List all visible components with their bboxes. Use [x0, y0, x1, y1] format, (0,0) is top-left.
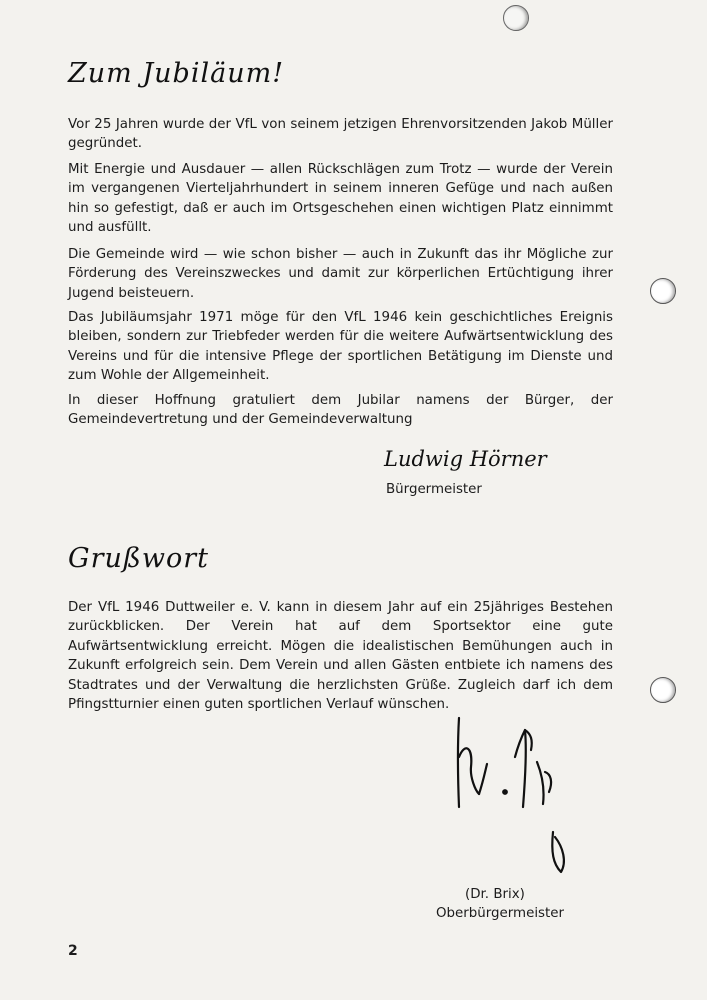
handwritten-signature [445, 712, 605, 877]
section1-paragraph-5: In dieser Hoffnung gratuliert dem Jubilar namens der Bürger, der Gemeindevertretung und der Gemeindeverwaltung [68, 393, 613, 428]
punch-hole-middle [650, 278, 676, 304]
section1-paragraph-4: Das Jubiläumsjahr 1971 möge für den VfL 1946 kein geschichtliches Ereignis bleiben, sondern zur Triebfeder werden für die weitere Aufwärtsentwicklung des Vereins und für die intensive Pflege der sportlichen Betätigung im Dienste und zum Wohle der Allgemeinheit. [68, 310, 613, 384]
section1-role: Bürgermeister [386, 482, 482, 497]
section2-paragraph: Der VfL 1946 Duttweiler e. V. kann in diesem Jahr auf ein 25jähriges Bestehen zurückblicken. Der Verein hat auf dem Sportsektor eine gute Aufwärtsentwicklung erreicht. Mögen die idealistischen Bemühungen auch in Zukunft erfolgreich sein. Dem Verein und allen Gästen entbiete ich namens des Stadtrates und der Verwaltung die herzlichsten Grüße. Zugleich darf ich dem Pfingstturnier einen guten sportlichen Verlauf wünschen. [68, 600, 613, 713]
section1-paragraph-1: Vor 25 Jahren wurde der VfL von seinem jetzigen Ehrenvorsitzenden Jakob Müller gegründet. [68, 117, 613, 152]
section2-signatory-name: (Dr. Brix) [465, 887, 525, 902]
section1-paragraph-2: Mit Energie und Ausdauer — allen Rückschlägen zum Trotz — wurde der Verein im vergangenen Vierteljahrhundert in seinem inneren Gefüge und nach außen hin so gefestigt, daß er auch im Ortsgeschehen einen wichtigen Platz einnimmt und ausfüllt. [68, 162, 613, 236]
section1-paragraph-3: Die Gemeinde wird — wie schon bisher — auch in Zukunft das ihr Mögliche zur Förderung des Vereinszweckes und damit zur körperlichen Ertüchtigung ihrer Jugend beisteuern. [68, 247, 613, 301]
punch-hole-lower [650, 677, 676, 703]
section1-signature: Ludwig Hörner [384, 447, 547, 471]
page-number: 2 [68, 943, 78, 959]
section1-title: Zum Jubiläum! [68, 58, 285, 89]
section2-signatory-role: Oberbürgermeister [436, 906, 565, 921]
section2-title: Grußwort [68, 543, 210, 574]
punch-hole-top [503, 5, 529, 31]
